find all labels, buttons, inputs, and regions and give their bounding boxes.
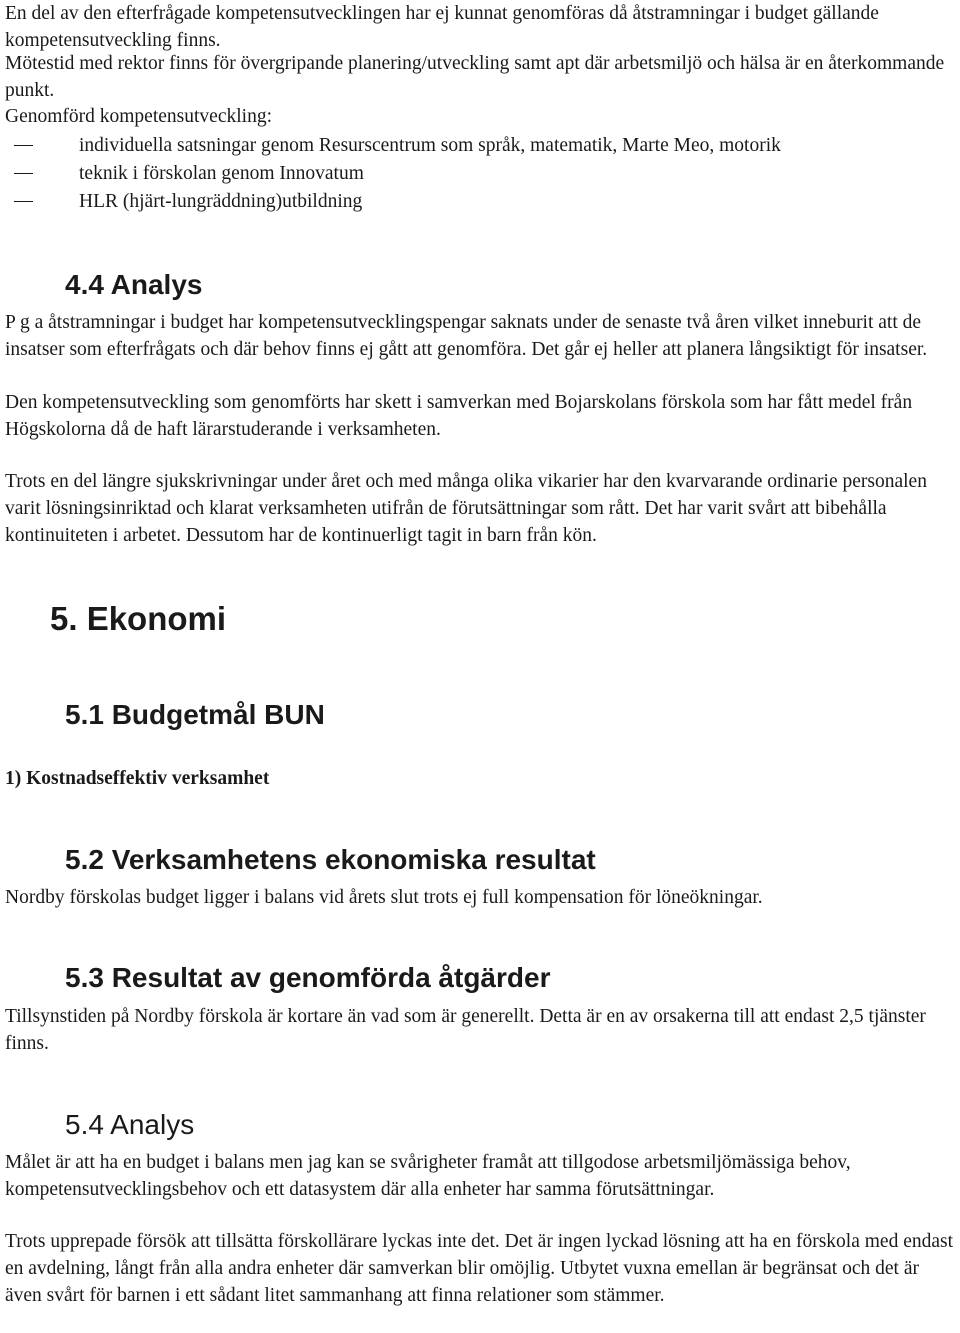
list-item bbox=[0, 132, 960, 160]
list-item-text: teknik i förskolan genom Innovatum bbox=[79, 163, 364, 184]
analysis-paragraph-3: Trots en del längre sjukskrivningar under året och med många olika vikarier har den kvarvarande ordinarie personalen varit lösningsinriktad och klarat verksamheten utifrån de förutsättningar som rått. Det har varit svårt att bibehålla kontinuiteten i arbetet. Dessutom har de kontinuerligt tagit in barn från kön. bbox=[5, 471, 927, 546]
dash-bullet-icon bbox=[14, 173, 33, 174]
dash-bullet-icon bbox=[14, 145, 33, 146]
heading-5-1-budgetmal: 5.1 Budgetmål BUN bbox=[65, 699, 325, 730]
competence-list bbox=[0, 132, 960, 216]
heading-5-2-resultat: 5.2 Verksamhetens ekonomiska resultat bbox=[65, 844, 596, 875]
list-item-text: HLR (hjärt-lungräddning)utbildning bbox=[79, 191, 363, 212]
intro-paragraph-3: Genomförd kompetensutveckling: bbox=[5, 106, 272, 127]
budget-goal: 1) Kostnadseffektiv verksamhet bbox=[5, 768, 270, 789]
heading-4-4-analys: 4.4 Analys bbox=[65, 269, 203, 300]
intro-paragraph-2: Mötestid med rektor finns för övergripande planering/utveckling samt apt där arbetsmiljö och hälsa är en återkommande punkt. bbox=[5, 53, 945, 101]
analysis-paragraph-2: Den kompetensutveckling som genomförts har skett i samverkan med Bojarskolans förskola som har fått medel från Högskolorna då de haft lärarstuderande i verksamheten. bbox=[5, 392, 913, 440]
heading-5-3-atgarder: 5.3 Resultat av genomförda åtgärder bbox=[65, 962, 551, 993]
list-item bbox=[0, 188, 960, 216]
list-item bbox=[0, 160, 960, 188]
analysis-paragraph-1: P g a åtstramningar i budget har kompetensutvecklingspengar saknats under de senaste två åren vilket inneburit att de insatser som efterfrågats och där behov finns ej gått att genomföra. Det går ej heller att planera långsiktigt för insatser. bbox=[5, 312, 928, 360]
heading-5-4-analys: 5.4 Analys bbox=[65, 1109, 195, 1140]
economy-analysis-paragraph-2: Trots upprepade försök att tillsätta förskollärare lyckas inte det. Det är ingen lyckad lösning att ha en förskola med endast en avdelning, långt från alla andra enheter där samverkan blir omöjlig. Utbytet vuxna emellan är begränsat och det är även svårt för barnen i ett sådant litet sammanhang att finna relationer som stämmer. bbox=[5, 1231, 954, 1306]
heading-5-ekonomi: 5. Ekonomi bbox=[50, 600, 227, 637]
economic-result-paragraph: Nordby förskolas budget ligger i balans vid årets slut trots ej full kompensation för löneökningar. bbox=[5, 887, 763, 908]
economy-analysis-paragraph-1: Målet är att ha en budget i balans men jag kan se svårigheter framåt att tillgodose arbetsmiljömässiga behov, kompetensutvecklingsbehov och ett datasystem där alla enheter har samma förutsättningar. bbox=[5, 1152, 851, 1200]
measures-paragraph: Tillsynstiden på Nordby förskola är kortare än vad som är generellt. Detta är en av orsakerna till att endast 2,5 tjänster finns. bbox=[5, 1006, 926, 1054]
dash-bullet-icon bbox=[14, 201, 33, 202]
intro-paragraph-1: En del av den efterfrågade kompetensutvecklingen har ej kunnat genomföras då åtstramningar i budget gällande kompetensutveckling finns. bbox=[5, 3, 879, 51]
list-item-text: individuella satsningar genom Resurscentrum som språk, matematik, Marte Meo, motorik bbox=[79, 135, 781, 156]
